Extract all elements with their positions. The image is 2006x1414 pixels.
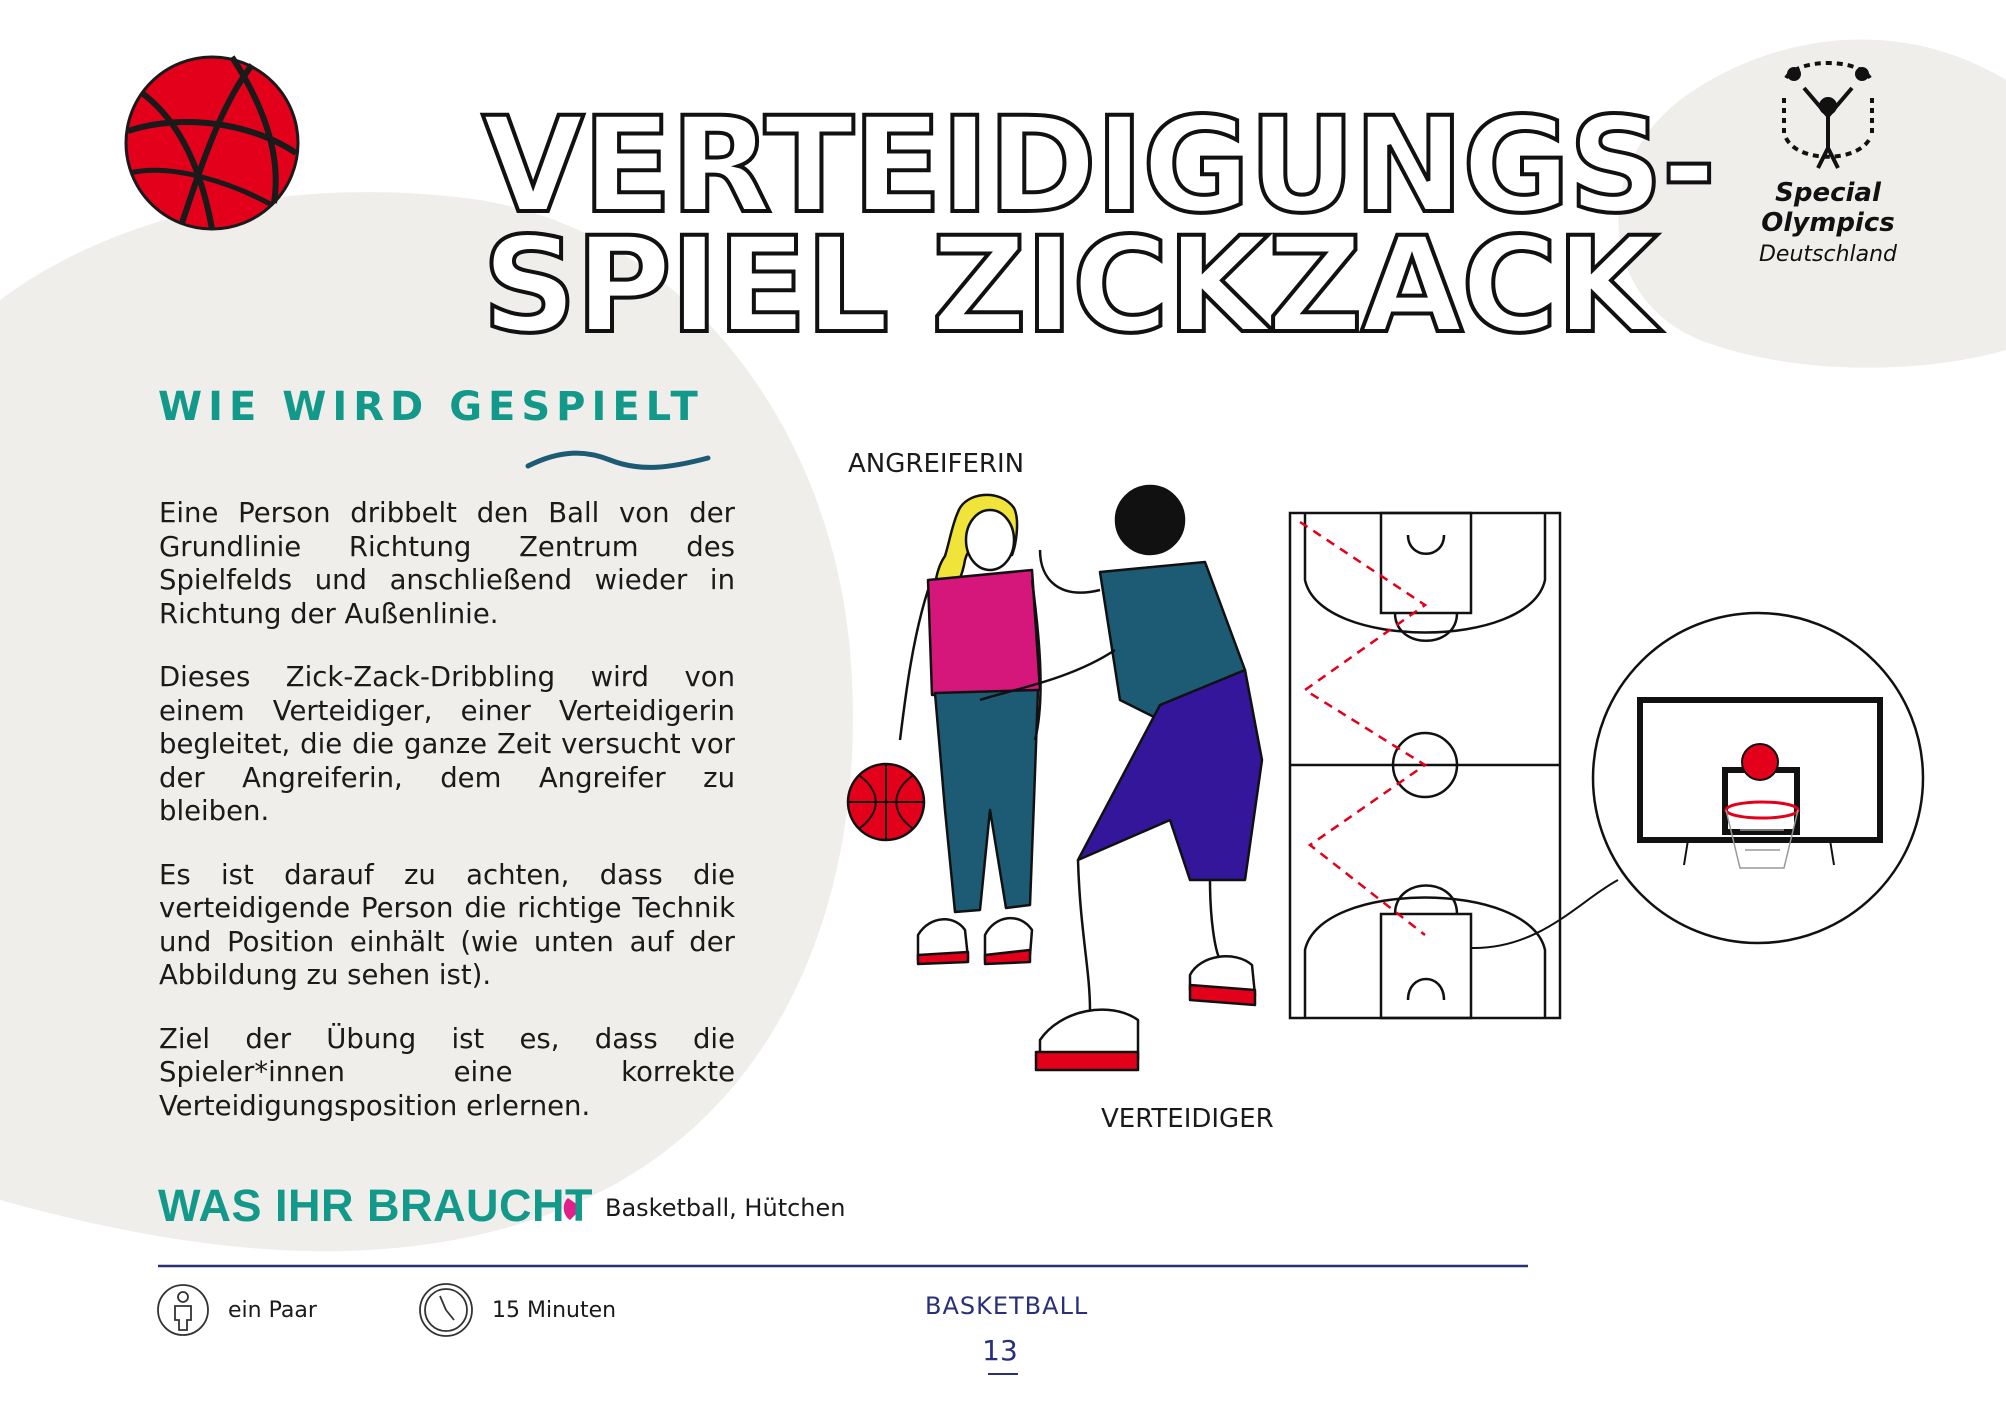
label-defender: VERTEIDIGER — [1101, 1104, 1274, 1134]
attacker-pants — [935, 690, 1038, 912]
title-line-1: VERTEIDIGUNGS- — [482, 89, 1715, 243]
section-heading: WIE WIRD GESPIELT — [158, 384, 704, 430]
title-line-2: SPIEL ZICKZACK — [482, 209, 1657, 363]
defender-shoe-front-sole — [1036, 1052, 1138, 1070]
person-icon — [158, 1285, 208, 1335]
defender-shoe-back-sole — [1190, 985, 1255, 1005]
attacker-shoe-left-sole — [918, 952, 968, 964]
label-attacker: ANGREIFERIN — [848, 449, 1025, 479]
dribbled-basketball — [848, 764, 924, 840]
clock-icon — [420, 1284, 472, 1336]
needs-items: Basketball, Hütchen — [605, 1194, 846, 1222]
attacker-left-arm — [900, 590, 928, 740]
defender-head — [1116, 486, 1184, 554]
attacker-shirt — [928, 570, 1040, 695]
paragraph-2: Dieses Zick-Zack-Dribbling wird von einem Verteidiger, einer Verteidigerin begleitet, die die ganze Zeit versucht vor der Angreiferin, dem Angreifer zu bleiben. — [159, 661, 735, 827]
defender-leg-right — [1210, 880, 1220, 960]
defender-shorts — [1078, 670, 1262, 880]
court-to-hoop-connector — [1470, 880, 1618, 948]
page-number: 13 — [982, 1334, 1018, 1367]
paragraph-3: Es ist darauf zu achten, dass die verteidigende Person die richtige Technik und Position einhält (wie unten auf der Abbildung zu sehen ist). — [159, 858, 735, 991]
players-illustration — [848, 486, 1262, 1070]
category-label: BASKETBALL — [925, 1292, 1089, 1320]
logo-deutschland: Deutschland — [1758, 242, 1898, 267]
logo-special: Special — [1775, 178, 1881, 208]
group-size-label: ein Paar — [228, 1298, 317, 1323]
zigzag-dribble-path — [1300, 522, 1425, 935]
needs-heading: WAS IHR BRAUCHT — [158, 1180, 593, 1231]
defender-leg-left — [1078, 860, 1090, 1010]
basketball-icon — [126, 57, 298, 229]
hoop-zoom-detail — [1593, 613, 1923, 943]
duration-label: 15 Minuten — [492, 1298, 617, 1323]
logo-olympics: Olympics — [1761, 208, 1895, 238]
attacker-face — [966, 510, 1014, 570]
paragraph-4: Ziel der Übung ist es, dass die Spieler*innen eine korrekte Verteidigungsposition erlernen. — [159, 1022, 735, 1122]
paragraph-1: Eine Person dribbelt den Ball von der Grundlinie Richtung Zentrum des Spielfelds und anschließend wieder in Richtung der Außenlinie. — [159, 497, 735, 630]
instructions-text — [159, 497, 735, 1153]
